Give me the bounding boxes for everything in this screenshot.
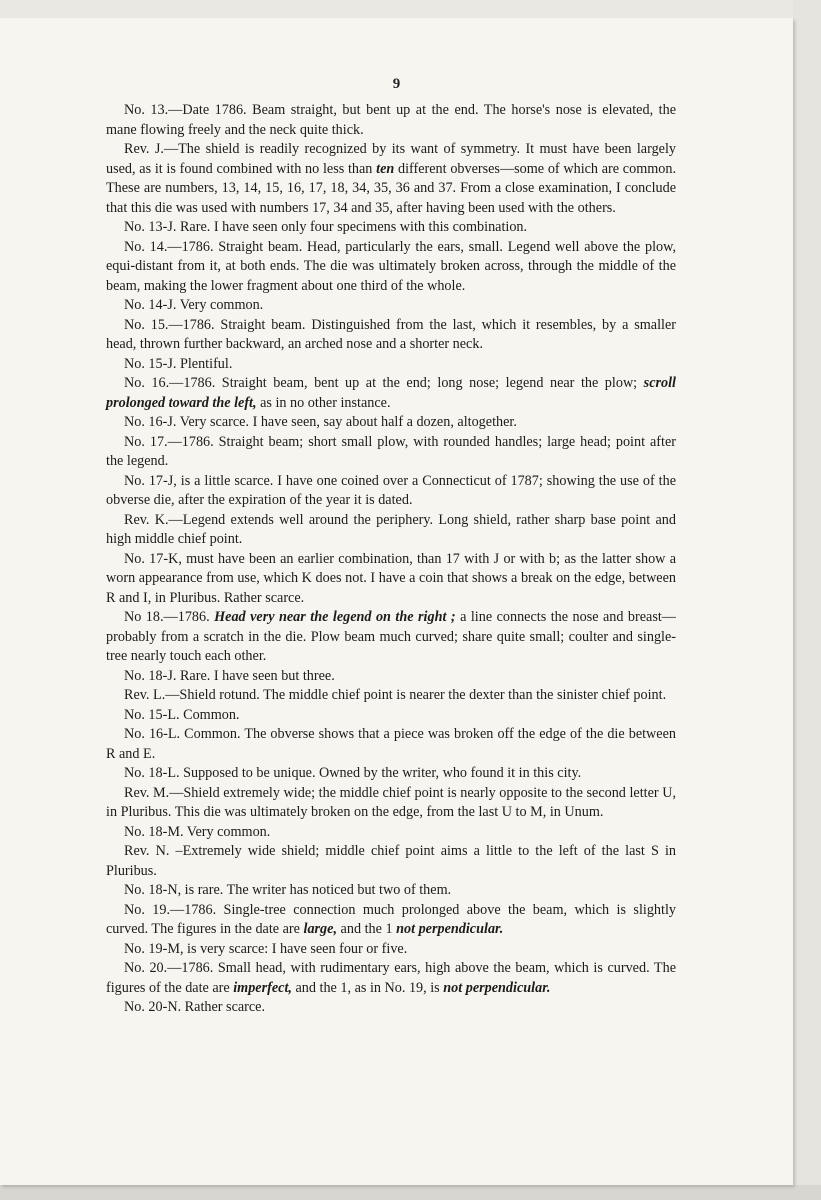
paragraph bbox=[106, 511, 676, 550]
text-run: No. 15-L. Common. bbox=[124, 706, 240, 723]
scan-right-margin bbox=[793, 0, 821, 1200]
paragraph bbox=[106, 706, 676, 726]
text-run: No. 16-L. Common. The obverse shows that a piece was broken off the edge of the die between R and E. bbox=[106, 726, 676, 762]
text-run: No. 18-N, is rare. The writer has noticed but two of them. bbox=[124, 882, 452, 898]
text-run: a line connects the nose and breast—probably from a scratch in the die. Plow beam much curved; share quite small; coulter and single-tree nearly touch each other. bbox=[106, 609, 676, 664]
text-run: No. 13.—Date 1786. Beam straight, but bent up at the end. The horse's nose is elevated, the mane flowing freely and the neck quite thick. bbox=[106, 102, 676, 138]
text-run: No. 15-J. Plentiful. bbox=[124, 355, 233, 372]
paragraph bbox=[106, 959, 676, 998]
paragraph bbox=[106, 725, 676, 764]
paragraph bbox=[106, 901, 676, 940]
paragraph bbox=[106, 550, 676, 609]
page-number: 9 bbox=[392, 76, 401, 92]
paragraph bbox=[106, 238, 676, 297]
paragraph bbox=[106, 667, 676, 687]
text-run: Rev. M.—Shield extremely wide; the middle chief point is nearly opposite to the second letter U, in Pluribus. This die was ultimately broken on the edge, from the last U to M, in Unum. bbox=[106, 784, 676, 820]
italic-emphasis: Head very near the legend on the right ; bbox=[214, 609, 456, 625]
paragraph bbox=[106, 784, 676, 823]
text-run: No. 16-J. Very scarce. I have seen, say about half a dozen, altogether. bbox=[124, 414, 517, 430]
text-run: and the 1, as in No. 19, is bbox=[291, 979, 444, 996]
text-run: No. 14.—1786. Straight beam. Head, particularly the ears, small. Legend well above the plow, equi-distant from it, at both ends. The die was ultimately broken across, through the middle of the beam, making the lower fragment about one third of the whole. bbox=[106, 238, 676, 294]
text-run: No. 18-J. Rare. I have seen but three. bbox=[124, 667, 335, 684]
paragraph bbox=[106, 998, 676, 1018]
text-run: No. 15.—1786. Straight beam. Distinguished from the last, which it resembles, by a smaller head, thrown further backward, an arched nose and a shorter neck. bbox=[106, 316, 676, 352]
text-run: and the 1 bbox=[337, 921, 397, 937]
text-run: No. 17-K, must have been an earlier combination, than 17 with J or with b; as the latter show a worn appearance from use, which K does not. I have a coin that shows a break on the edge, between R and I, in Pluribus. Rather scarce. bbox=[106, 550, 676, 606]
scan-bottom-margin bbox=[0, 1185, 821, 1200]
text-run: No. 17.—1786. Straight beam; short small plow, with rounded handles; large head; point after the legend. bbox=[106, 433, 676, 469]
paragraph bbox=[106, 355, 676, 375]
paragraph bbox=[106, 608, 676, 667]
text-run: No. 17-J, is a little scarce. I have one coined over a Connecticut of 1787; showing the use of the obverse die, after the expiration of the year it is dated. bbox=[106, 472, 676, 508]
text-run: No. 20-N. Rather scarce. bbox=[124, 999, 266, 1015]
text-run: No. 14-J. Very common. bbox=[124, 297, 264, 313]
text-run: No. 18-L. Supposed to be unique. Owned by the writer, who found it in this city. bbox=[124, 765, 582, 781]
text-run: No. 19.—1786. Single-tree connection much prolonged above the beam, which is slightly curved. The figures in the date are bbox=[106, 901, 676, 937]
paragraph bbox=[106, 218, 676, 238]
paragraph bbox=[106, 764, 676, 784]
paragraph bbox=[106, 842, 676, 881]
text-run: No. 20.—1786. Small head, with rudimentary ears, high above the beam, which is curved. The figures of the date are bbox=[106, 960, 676, 996]
paragraph bbox=[106, 140, 676, 218]
italic-emphasis: ten bbox=[376, 160, 395, 177]
paragraph bbox=[106, 823, 676, 843]
paragraph bbox=[106, 296, 676, 316]
text-run: Rev. J.—The shield is readily recognized by its want of symmetry. It must have been largely used, as it is found combined with no less than bbox=[106, 141, 676, 177]
paragraph bbox=[106, 101, 676, 140]
paragraph bbox=[106, 472, 676, 511]
italic-emphasis: imperfect, bbox=[233, 979, 292, 996]
italic-emphasis: not perpendicular. bbox=[443, 979, 551, 996]
paragraph bbox=[106, 940, 676, 960]
paragraph bbox=[106, 413, 676, 433]
italic-emphasis: scroll prolonged toward the left, bbox=[106, 375, 676, 411]
text-run: No. 19-M, is very scarce: I have seen four or five. bbox=[124, 940, 408, 957]
text-run: Rev. K.—Legend extends well around the periphery. Long shield, rather sharp base point and high middle chief point. bbox=[106, 511, 676, 547]
italic-emphasis: not perpendicular. bbox=[396, 921, 504, 937]
text-run: No 18.—1786. bbox=[124, 609, 215, 625]
paragraph bbox=[106, 881, 676, 901]
body-text bbox=[106, 101, 676, 1018]
text-run: No. 18-M. Very common. bbox=[124, 823, 271, 840]
text-run: No. 16.—1786. Straight beam, bent up at the end; long nose; legend near the plow; bbox=[124, 375, 644, 391]
paragraph bbox=[106, 316, 676, 355]
italic-emphasis: large, bbox=[303, 921, 337, 937]
paragraph bbox=[106, 374, 676, 413]
paragraph bbox=[106, 433, 676, 472]
paragraph bbox=[106, 686, 676, 706]
text-run: No. 13-J. Rare. I have seen only four specimens with this combination. bbox=[124, 219, 528, 235]
scan-top-margin bbox=[0, 0, 793, 18]
text-run: Rev. N. –Extremely wide shield; middle chief point aims a little to the left of the last S in Pluribus. bbox=[106, 843, 676, 879]
text-run: different obverses—some of which are common. These are numbers, 13, 14, 15, 16, 17, 18, 34, 35, 36 and 37. From a close examination, I conclude that this die was used with numbers 17, 34 and 35, after having been used with the others. bbox=[106, 160, 676, 216]
text-run: as in no other instance. bbox=[256, 394, 391, 411]
text-run: Rev. L.—Shield rotund. The middle chief point is nearer the dexter than the sinister chief point. bbox=[124, 687, 667, 703]
